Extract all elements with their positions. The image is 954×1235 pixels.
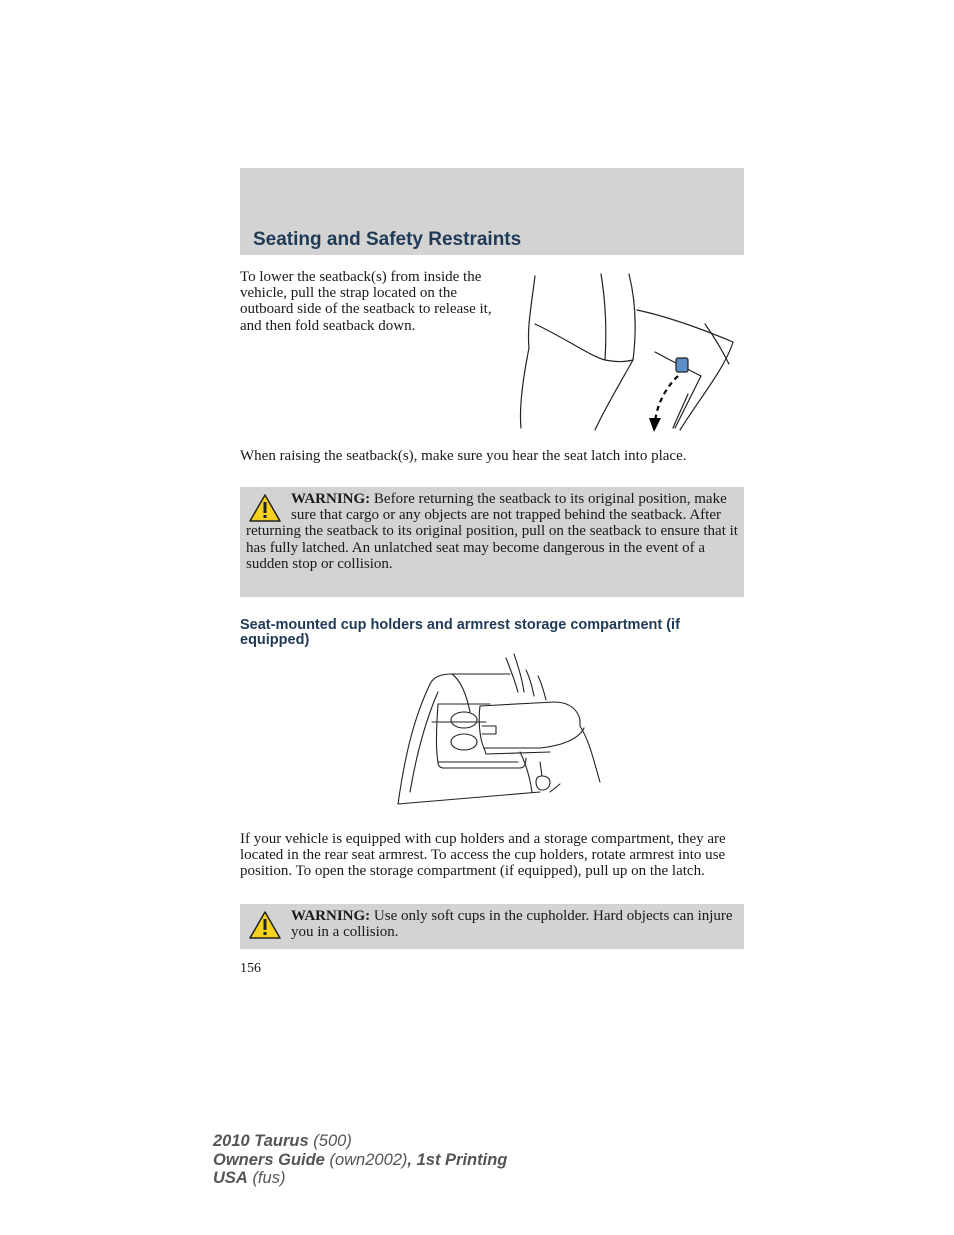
paragraph-raise-seatback: When raising the seatback(s), make sure you hear the seat latch into place.	[240, 448, 687, 464]
footer-line-3	[213, 1169, 507, 1188]
footer-market: USA	[213, 1169, 248, 1187]
footer-publication-info	[213, 1132, 507, 1188]
section-header-band	[240, 168, 744, 255]
paragraph-lower-seatback: To lower the seatback(s) from inside the vehicle, pull the strap located on the outboard side of the seatback to release it, and then fold seatback down.	[240, 269, 492, 334]
footer-printing: , 1st Printing	[407, 1150, 508, 1169]
warning-text: Use only soft cups in the cupholder. Hard objects can injure you in a collision.	[291, 908, 733, 941]
subheading-cup-holders: Seat-mounted cup holders and armrest storage compartment (if equipped)	[240, 617, 680, 648]
warning-box-seatback	[240, 487, 744, 597]
warning-box-cupholder	[240, 904, 744, 949]
footer-model: 2010 Taurus	[213, 1132, 309, 1150]
footer-guide: Owners Guide	[213, 1150, 325, 1169]
paragraph-cup-holders: If your vehicle is equipped with cup holders and a storage compartment, they are located in the rear seat armrest. To access the cup holders, rotate armrest into use position. To open the storage compartment (if equipped), pull up on the latch.	[240, 831, 726, 880]
section-title: Seating and Safety Restraints	[253, 229, 522, 250]
warning-label: WARNING:	[291, 491, 371, 507]
footer-line-1	[213, 1132, 507, 1151]
footer-line-2	[213, 1151, 507, 1170]
warning-label: WARNING:	[291, 908, 371, 924]
warning-triangle-icon	[248, 910, 282, 940]
seatback-release-illustration	[505, 268, 745, 436]
footer-guide-code: (own2002)	[329, 1150, 408, 1169]
footer-model-code: (500)	[313, 1132, 352, 1150]
page-number: 156	[240, 961, 261, 976]
footer-market-code: (fus)	[252, 1169, 286, 1187]
armrest-cupholder-illustration	[390, 652, 605, 819]
warning-triangle-icon	[248, 493, 282, 523]
warning-text: Before returning the seatback to its original position, make sure that cargo or any objects are not trapped behind the seatback. After returning the seatback to its original position, pull on the seatback to ensure that it has fully latched. An unlatched seat may become dangerous in the event of a sudden stop or collision.	[246, 491, 738, 572]
